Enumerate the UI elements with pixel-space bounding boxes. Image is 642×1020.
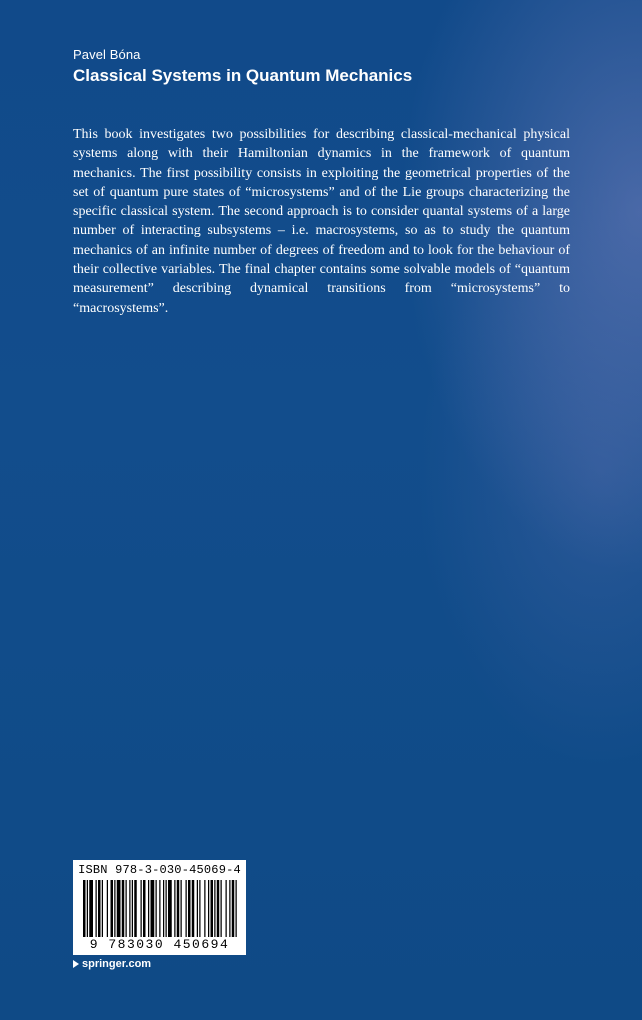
barcode-bar: [132, 880, 133, 937]
barcode-bar: [181, 880, 182, 937]
barcode-bar: [186, 880, 187, 937]
barcode-bar: [217, 880, 220, 937]
barcode-bar: [141, 880, 142, 937]
arrow-right-icon: [73, 960, 79, 968]
barcode-bars: [83, 880, 238, 937]
barcode-bar: [163, 880, 164, 937]
isbn-label: ISBN 978-3-030-45069-4: [78, 863, 241, 877]
barcode-bar: [151, 880, 155, 937]
barcode-bar: [211, 880, 214, 937]
barcode-bar: [229, 880, 230, 937]
barcode-bar: [134, 880, 137, 937]
barcode-bar: [96, 880, 97, 937]
barcode-bar: [192, 880, 195, 937]
barcode-bar: [148, 880, 149, 937]
barcode-bar: [89, 880, 93, 937]
barcode-bar: [232, 880, 235, 937]
barcode-bar: [208, 880, 209, 937]
barcode-bar: [236, 880, 237, 937]
publisher-link[interactable]: [73, 958, 151, 970]
barcode-bar: [177, 880, 180, 937]
barcode-bar: [174, 880, 175, 937]
barcode-bar: [204, 880, 205, 937]
book-description: This book investigates two possibilities for describing classical-mechanical physical systems along with their Hamiltonian dynamics in the framework of quantum mechanics. The first possibility consists in exploiting the geometrical properties of the set of quantum pure states of “microsystems” and of the Lie groups characterizing the specific classical system. The second approach is to consider quantal systems of a large number of interacting subsystems – i.e. macrosystems, so as to study the quantum mechanics of an infinite number of degrees of freedom and to look for the behaviour of their collective variables. The final chapter contains some solvable models of “quantum measurement” describing dynamical transitions from “microsystems” to “macrosystems”.: [73, 127, 570, 316]
barcode-bar: [107, 880, 108, 937]
barcode-bar: [188, 880, 191, 937]
barcode-bar: [168, 880, 172, 937]
barcode-digits: 9 783030 450694: [89, 937, 230, 952]
barcode-bar: [98, 880, 101, 937]
author-name: Pavel Bóna: [73, 47, 141, 62]
barcode-bar: [117, 880, 121, 937]
barcode-bar: [102, 880, 103, 937]
barcode-bar: [221, 880, 222, 937]
barcode-bar: [83, 880, 86, 937]
isbn-barcode: [73, 860, 246, 955]
barcode-bar: [159, 880, 160, 937]
barcode-bar: [197, 880, 198, 937]
barcode-bar: [114, 880, 115, 937]
barcode-bar: [87, 880, 88, 937]
book-title: Classical Systems in Quantum Mechanics: [73, 66, 413, 85]
barcode-bar: [129, 880, 130, 937]
barcode-bar: [166, 880, 167, 937]
barcode-bar: [156, 880, 157, 937]
barcode-bar: [111, 880, 114, 937]
barcode-bar: [226, 880, 227, 937]
publisher-link-text: springer.com: [82, 958, 152, 970]
barcode-bar: [122, 880, 125, 937]
barcode-bar: [126, 880, 127, 937]
barcode-bar: [214, 880, 215, 937]
barcode-bar: [143, 880, 146, 937]
barcode-bar: [199, 880, 200, 937]
